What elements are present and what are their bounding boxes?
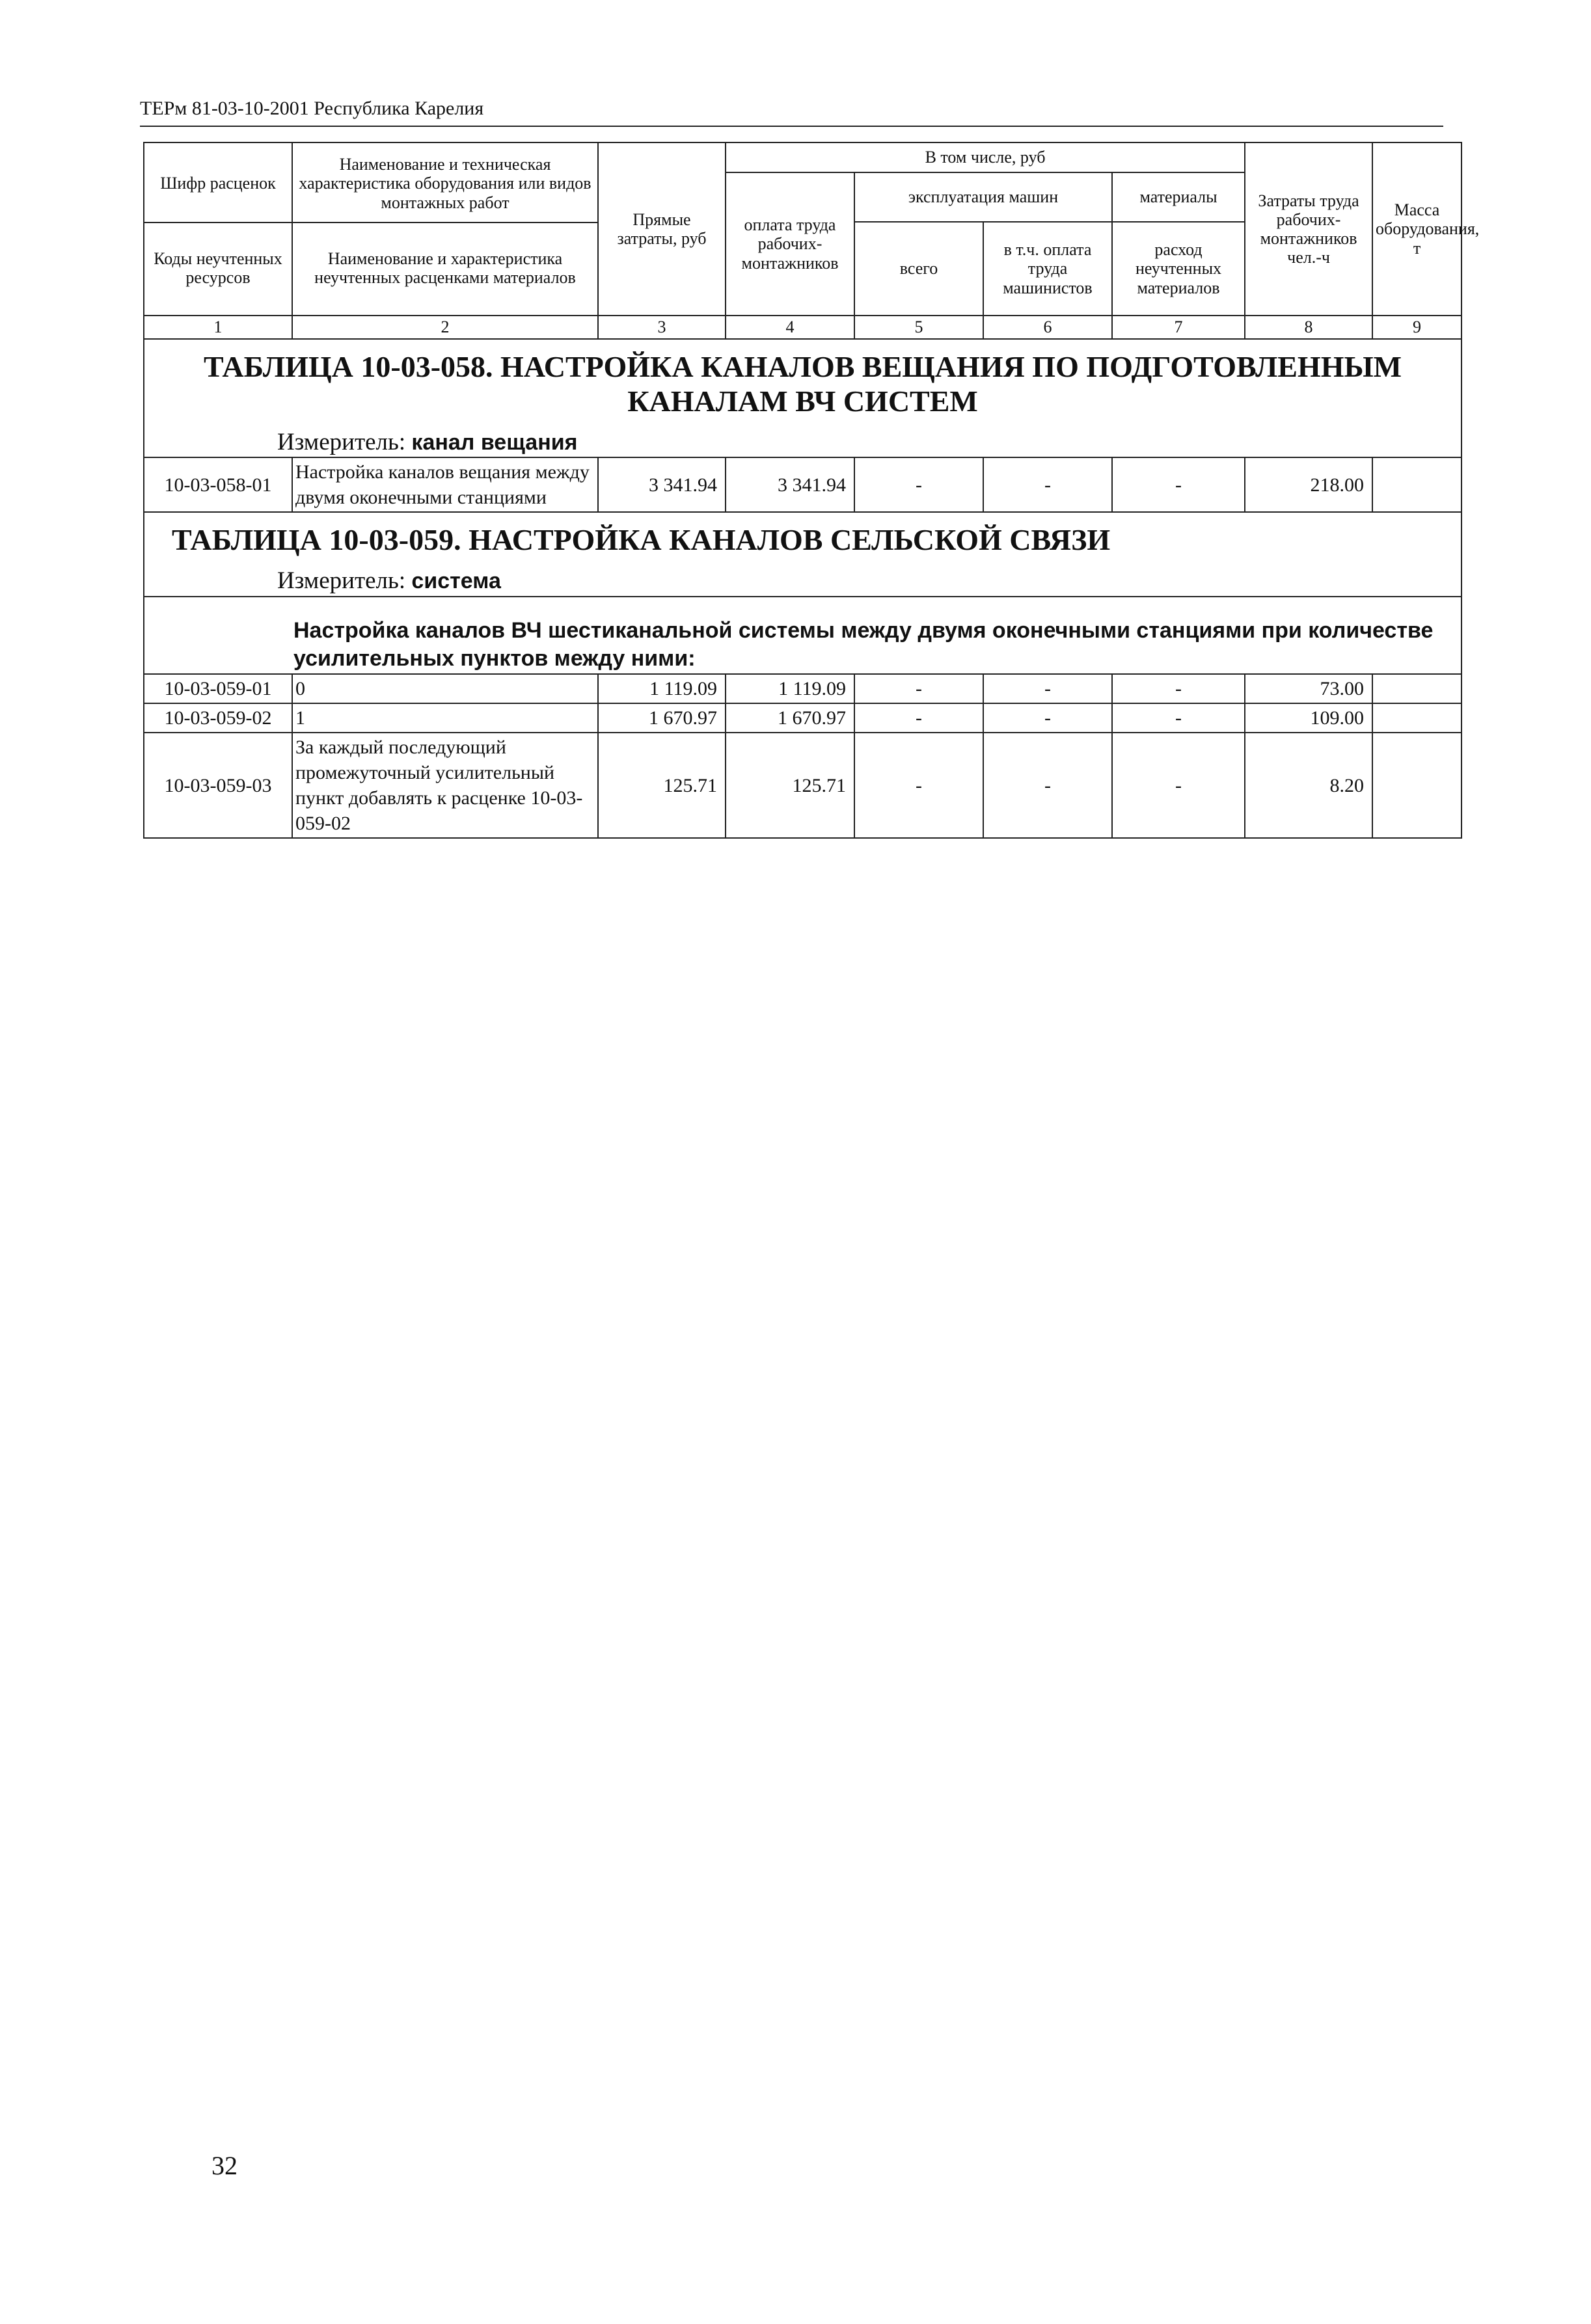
measure-value: система (411, 569, 501, 594)
equipment-mass (1372, 674, 1462, 703)
header-labor-pay: оплата труда рабочих-монтажников (726, 172, 854, 316)
labor-pay: 1 670.97 (726, 703, 854, 733)
column-number-row (144, 316, 1462, 339)
header-machines-group: эксплуатация машин (854, 172, 1112, 222)
operator-pay: - (983, 703, 1112, 733)
page-number: 32 (211, 2151, 238, 2180)
labor-hours: 109.00 (1245, 703, 1372, 733)
header-row-1 (144, 142, 1462, 172)
header-materials-name-label: Наименование и характеристика неучтенных расценками материалов (314, 249, 576, 287)
group-heading: Настройка каналов ВЧ шестиканальной системы между двумя оконечными станциями при количестве усилительных пунктов между ними: (293, 618, 1434, 671)
measure-value: канал вещания (411, 429, 578, 455)
column-number: 1 (144, 316, 292, 339)
header-operator-pay: в т.ч. оплата труда машинистов (983, 222, 1112, 316)
header-unaccounted-materials: расход неучтенных материалов (1112, 222, 1245, 316)
table-row (144, 733, 1462, 838)
section-title: ТАБЛИЦА 10-03-058. НАСТРОЙКА КАНАЛОВ ВЕЩАНИЯ ПО ПОДГОТОВЛЕННЫМ КАНАЛАМ ВЧ СИСТЕМ (203, 350, 1402, 418)
machines-total: - (854, 674, 983, 703)
machines-total: - (854, 703, 983, 733)
direct-costs: 125.71 (598, 733, 726, 838)
work-name: 0 (292, 674, 598, 703)
equipment-mass (1372, 703, 1462, 733)
table-row (144, 703, 1462, 733)
header-name-label: Наименование и техническая характеристика оборудования или видов монтажных работ (293, 145, 597, 223)
table-row (144, 674, 1462, 703)
header-name-cell (292, 142, 598, 316)
column-number: 2 (292, 316, 598, 339)
measure-line (277, 568, 1458, 595)
work-name: Настройка каналов вещания между двумя оконечными станциями (292, 457, 598, 512)
labor-pay: 1 119.09 (726, 674, 854, 703)
direct-costs: 1 670.97 (598, 703, 726, 733)
section-title-row (144, 339, 1462, 457)
machines-total: - (854, 733, 983, 838)
operator-pay: - (983, 674, 1112, 703)
rate-code: 10-03-059-01 (144, 674, 292, 703)
section-title: ТАБЛИЦА 10-03-059. НАСТРОЙКА КАНАЛОВ СЕЛЬСКОЙ СВЯЗИ (172, 523, 1111, 557)
operator-pay: - (983, 457, 1112, 512)
column-number: 3 (598, 316, 726, 339)
column-number: 4 (726, 316, 854, 339)
labor-pay: 125.71 (726, 733, 854, 838)
column-number: 5 (854, 316, 983, 339)
header-machines-total: всего (854, 222, 983, 316)
machines-total: - (854, 457, 983, 512)
header-rule (140, 126, 1443, 127)
materials: - (1112, 733, 1245, 838)
column-number: 9 (1372, 316, 1462, 339)
measure-label: Измеритель: (277, 428, 406, 455)
rate-code: 10-03-059-03 (144, 733, 292, 838)
materials: - (1112, 457, 1245, 512)
header-resource-code-label: Коды неучтенных ресурсов (154, 249, 282, 287)
work-name: 1 (292, 703, 598, 733)
labor-hours: 8.20 (1245, 733, 1372, 838)
measure-label: Измеритель: (277, 567, 406, 595)
labor-pay: 3 341.94 (726, 457, 854, 512)
header-direct-costs: Прямые затраты, руб (598, 142, 726, 316)
header-materials-group: материалы (1112, 172, 1245, 222)
column-number: 8 (1245, 316, 1372, 339)
rate-code: 10-03-058-01 (144, 457, 292, 512)
header-labor-hours: Затраты труда рабочих-монтажников чел.-ч (1245, 142, 1372, 316)
measure-line (277, 429, 1458, 456)
header-equipment-mass: Масса оборудования, т (1372, 142, 1462, 316)
direct-costs: 3 341.94 (598, 457, 726, 512)
labor-hours: 73.00 (1245, 674, 1372, 703)
running-header: ТЕРм 81-03-10-2001 Республика Карелия (140, 98, 484, 119)
section-title-row (144, 512, 1462, 597)
column-number: 6 (983, 316, 1112, 339)
materials: - (1112, 703, 1245, 733)
rates-table (143, 142, 1480, 839)
equipment-mass (1372, 733, 1462, 838)
header-code-label: Шифр расценок (144, 145, 292, 223)
work-name: За каждый последующий промежуточный усилительный пункт добавлять к расценке 10-03-059-02 (292, 733, 598, 838)
direct-costs: 1 119.09 (598, 674, 726, 703)
header-code-cell (144, 142, 292, 316)
materials: - (1112, 674, 1245, 703)
labor-hours: 218.00 (1245, 457, 1372, 512)
column-number: 7 (1112, 316, 1245, 339)
equipment-mass (1372, 457, 1462, 512)
table-row (144, 457, 1462, 512)
header-including-group: В том числе, руб (726, 142, 1245, 172)
group-heading-row (144, 597, 1462, 674)
rate-code: 10-03-059-02 (144, 703, 292, 733)
operator-pay: - (983, 733, 1112, 838)
